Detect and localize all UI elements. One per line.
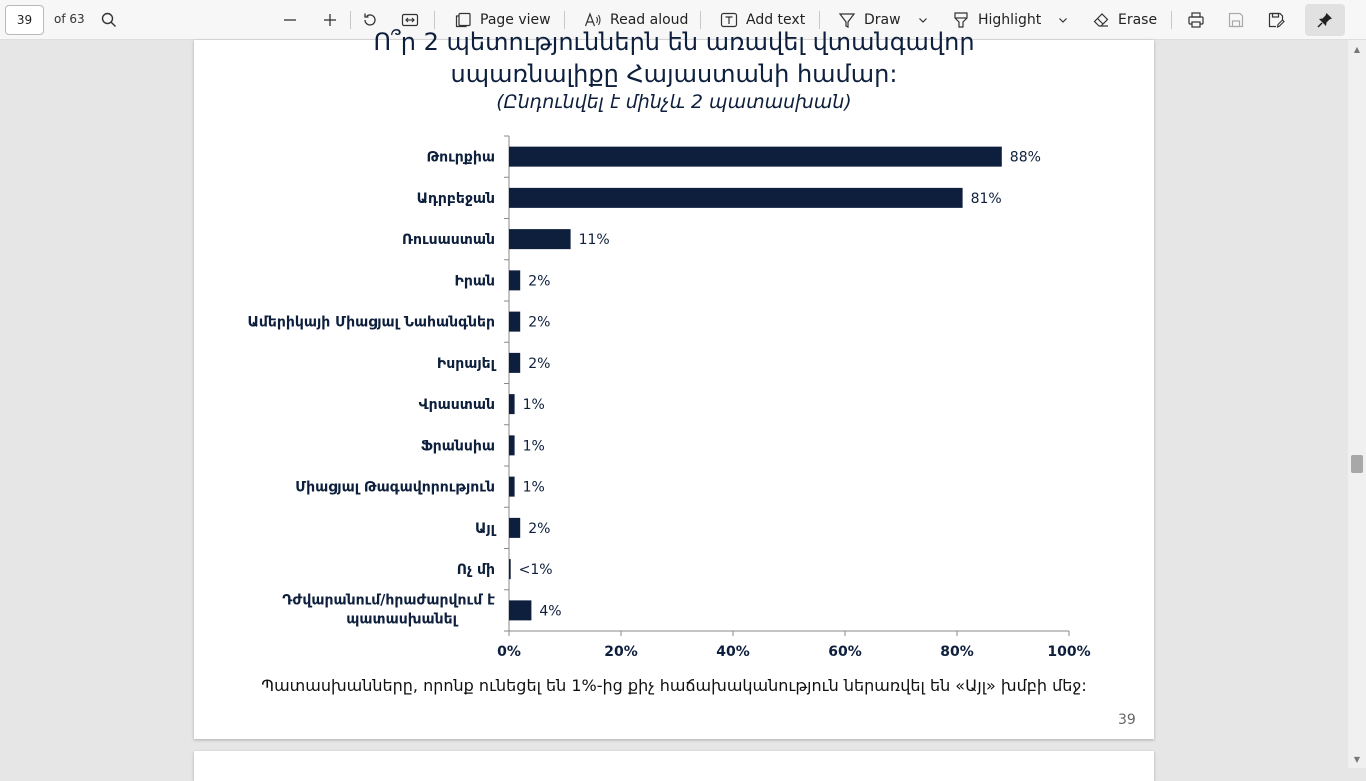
category-label: Ֆրանսիա [420, 438, 495, 455]
highlighter-icon [952, 11, 970, 29]
data-label: <1% [518, 562, 553, 579]
data-label: 1% [522, 397, 545, 414]
toolbar-divider [1171, 11, 1172, 29]
eraser-icon [1092, 11, 1110, 29]
category-label: Միացյալ Թագավորություն [295, 479, 495, 496]
pdf-page [194, 28, 1154, 739]
category-label: Ադրբեջան [416, 190, 495, 207]
toolbar-divider [350, 11, 351, 29]
search-icon[interactable] [97, 8, 121, 32]
read-aloud-label: Read aloud [610, 12, 689, 28]
bar [509, 147, 1002, 167]
data-label: 1% [522, 479, 545, 496]
print-icon[interactable] [1184, 8, 1208, 32]
data-label: 2% [528, 355, 551, 372]
data-label: 2% [528, 314, 551, 331]
category-label: Ռուսաստան [402, 232, 495, 249]
bar [509, 477, 515, 497]
category-label: Այլ [474, 520, 495, 537]
toolbar-divider [564, 11, 565, 29]
page-number: 39 [1118, 712, 1136, 728]
vertical-scrollbar[interactable] [1348, 40, 1366, 768]
category-label: Իսրայել [436, 355, 495, 372]
toolbar-divider [700, 11, 701, 29]
draw-label: Draw [864, 12, 901, 28]
add-text-label: Add text [746, 12, 806, 28]
x-tick-label: 80% [940, 644, 974, 660]
save-icon[interactable] [1224, 8, 1248, 32]
data-label: 1% [522, 438, 545, 455]
chart-title-line-1: Ո՞ր 2 պետություններն են առավել վտանգավոր [373, 28, 975, 56]
bar [509, 559, 511, 579]
x-tick-label: 60% [828, 644, 862, 660]
category-label: Ամերիկայի Միացյալ Նահանգներ [247, 314, 495, 331]
x-tick-label: 20% [604, 644, 638, 660]
bar [509, 394, 515, 414]
footnote: Պատասխանները, որոնք ունեցել են 1%-ից քիչ հաճախականություն ներառվել են «Այլ» խմբի մեջ: [261, 676, 1087, 695]
x-tick-label: 0% [497, 644, 521, 660]
erase-label: Erase [1118, 12, 1158, 28]
bar [509, 229, 571, 249]
scroll-up-arrow-icon[interactable]: ▲ [1353, 45, 1361, 54]
category-label: Ոչ մի [456, 562, 495, 579]
pin-icon [1317, 12, 1333, 28]
scroll-thumb[interactable] [1351, 455, 1363, 473]
add-text-icon [720, 12, 738, 28]
save-as-icon[interactable] [1264, 8, 1288, 32]
page-number-input[interactable]: 39 [5, 5, 44, 35]
data-label: 88% [1009, 149, 1041, 166]
chart-subtitle: (Ընդունվել է մինչև 2 պատասխան) [496, 91, 852, 113]
pin-toolbar-button[interactable] [1305, 4, 1345, 36]
bar [509, 435, 515, 455]
category-label: Թուրքիա [426, 149, 495, 166]
page-view-icon [454, 12, 472, 28]
category-label: Վրաստան [418, 397, 495, 414]
scroll-down-arrow-icon[interactable]: ▼ [1353, 755, 1361, 764]
bar [509, 312, 520, 332]
toolbar-divider [434, 11, 435, 29]
draw-icon [838, 11, 856, 29]
chart-title-line-2: սպառնալիքը Հայաստանի համար: [450, 60, 898, 88]
highlight-label: Highlight [978, 12, 1042, 28]
x-tick-label: 40% [716, 644, 750, 660]
bar [509, 600, 531, 620]
data-label: 4% [539, 603, 562, 620]
bar-chart [194, 40, 1154, 660]
toolbar-divider [819, 11, 820, 29]
next-pdf-page [194, 751, 1154, 781]
data-label: 81% [970, 190, 1002, 207]
data-label: 2% [528, 520, 551, 537]
category-label: Իրան [454, 273, 495, 290]
x-tick-label: 100% [1047, 644, 1091, 660]
read-aloud-icon [584, 12, 602, 28]
page-view-label: Page view [480, 12, 551, 28]
data-label: 2% [528, 273, 551, 290]
data-label: 11% [578, 232, 610, 249]
category-label: Դժվարանում/հրաժարվում է պատասխանել [282, 592, 495, 628]
bar [509, 353, 520, 373]
bar [509, 270, 520, 290]
page-count: of 63 [54, 12, 85, 26]
bar [509, 518, 520, 538]
bar [509, 188, 963, 208]
